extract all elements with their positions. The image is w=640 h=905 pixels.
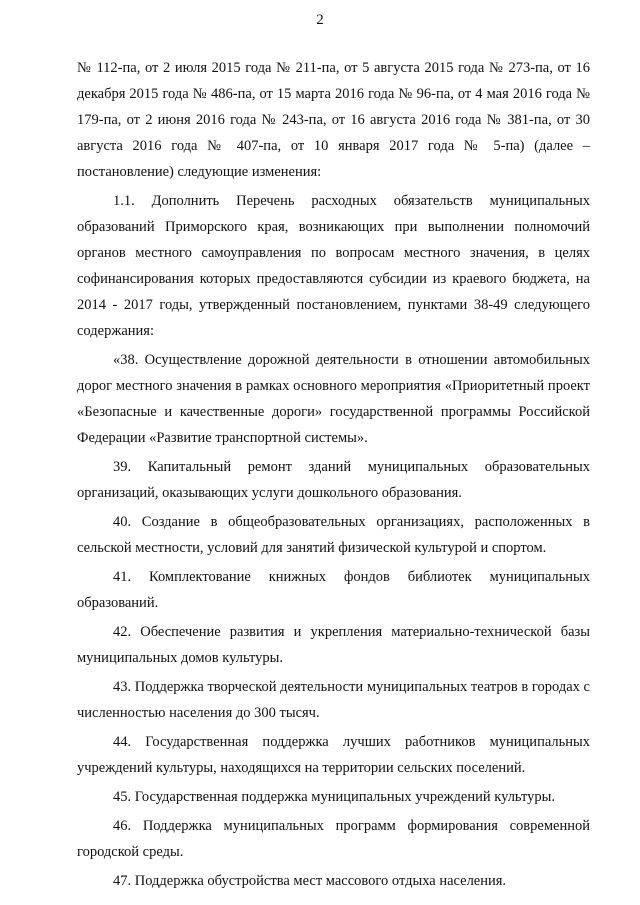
- paragraph-item-38: «38. Осуществление дорожной деятельности в отношении автомобильных дорог местного значения в рамках основного мероприятия «Приоритетный проект «Безопасные и качественные дороги» государственной программы Российской Федерации «Развитие транспортной системы».: [77, 352, 590, 446]
- paragraph-continuation: № 112-па, от 2 июля 2015 года № 211-па, от 5 августа 2015 года № 273-па, от 16 декабря 2015 года № 486-па, от 15 марта 2016 года № 96-па, от 4 мая 2016 года № 179-па, от 2 июня 2016 года № 243-па, от 16 августа 2016 года № 381-па, от 30 августа 2016 года № 407-па, от 10 января 2017 года № 5-па) (далее – постановление) следующие изменения:: [77, 60, 590, 180]
- paragraph-item-41: 41. Комплектование книжных фондов библиотек муниципальных образований.: [77, 569, 590, 611]
- paragraph-item-46: 46. Поддержка муниципальных программ формирования современной городской среды.: [77, 818, 590, 860]
- paragraph-item-1-1: 1.1. Дополнить Перечень расходных обязательств муниципальных образований Приморского края, возникающих при выполнении полномочий органов местного самоуправления по вопросам местного значения, в целях софинансирования которых предоставляются субсидии из краевого бюджета, на 2014 - 2017 годы, утвержденный постановлением, пунктами 38-49 следующего содержания:: [77, 193, 590, 339]
- paragraph-item-42: 42. Обеспечение развития и укрепления материально-технической базы муниципальных домов культуры.: [77, 624, 590, 666]
- paragraph-item-39: 39. Капитальный ремонт зданий муниципальных образовательных организаций, оказывающих услуги дошкольного образования.: [77, 459, 590, 501]
- paragraph-item-44: 44. Государственная поддержка лучших работников муниципальных учреждений культуры, находящихся на территории сельских поселений.: [77, 734, 590, 776]
- paragraph-item-45: 45. Государственная поддержка муниципальных учреждений культуры.: [113, 789, 556, 805]
- paragraph-item-47: 47. Поддержка обустройства мест массового отдыха населения.: [113, 873, 507, 889]
- page-number: 2: [316, 12, 324, 28]
- document-body: [77, 55, 590, 894]
- paragraph-item-40: 40. Создание в общеобразовательных организациях, расположенных в сельской местности, условий для занятий физической культурой и спортом.: [77, 514, 590, 556]
- paragraph-item-43: 43. Поддержка творческой деятельности муниципальных театров в городах с численностью населения до 300 тысяч.: [77, 679, 590, 721]
